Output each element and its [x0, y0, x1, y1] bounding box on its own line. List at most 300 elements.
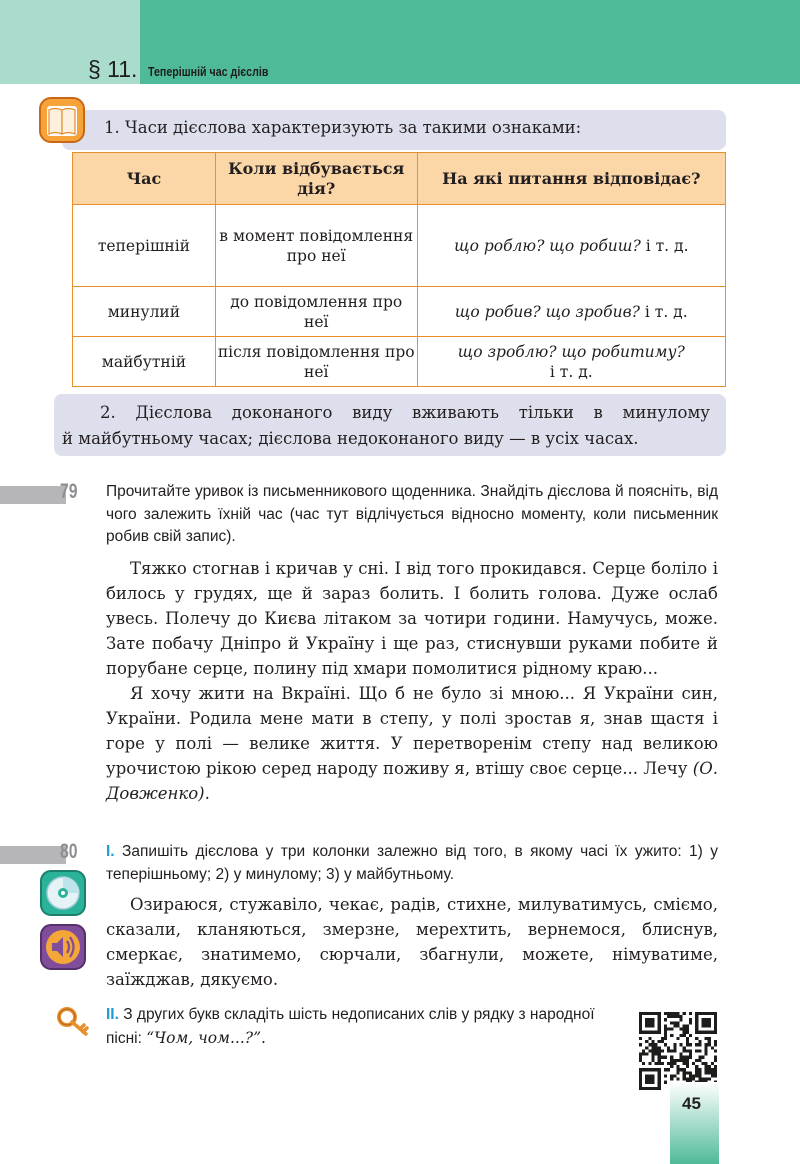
qr-module	[692, 1074, 695, 1077]
qr-module	[686, 1049, 689, 1052]
qr-module	[686, 1043, 689, 1046]
qr-module	[670, 1021, 673, 1024]
qr-module	[642, 1031, 645, 1034]
qr-module	[708, 1068, 711, 1071]
qr-module	[714, 1040, 717, 1043]
qr-module	[701, 1021, 704, 1024]
qr-module	[705, 1037, 708, 1040]
rule-1-text: 1. Часи дієслова характеризують за такими ознаками:	[104, 118, 582, 137]
qr-module	[705, 1021, 708, 1024]
exercise-80-part-2	[106, 1004, 626, 1050]
qr-module	[705, 1043, 708, 1046]
qr-module	[711, 1074, 714, 1077]
qr-module	[714, 1043, 717, 1046]
qr-module	[670, 1049, 673, 1052]
key-icon	[56, 1006, 98, 1038]
qr-module	[639, 1087, 642, 1090]
qr-module	[670, 1028, 673, 1031]
qr-module	[711, 1068, 714, 1071]
when-cell: до повідомлення про неї	[215, 287, 417, 337]
qr-module	[658, 1024, 661, 1027]
qr-module	[639, 1056, 642, 1059]
qr-module	[667, 1062, 670, 1065]
qr-module	[664, 1074, 667, 1077]
qr-module	[661, 1062, 664, 1065]
qr-module	[658, 1062, 661, 1065]
qr-module	[714, 1065, 717, 1068]
qr-module	[673, 1046, 676, 1049]
qr-module	[645, 1074, 648, 1077]
qr-module	[645, 1078, 648, 1081]
qr-module	[689, 1078, 692, 1081]
qr-module	[664, 1034, 667, 1037]
exercise-79-author: (О. Довженко).	[106, 759, 718, 803]
qr-module	[639, 1031, 642, 1034]
qr-module	[689, 1053, 692, 1056]
qr-module	[701, 1018, 704, 1021]
qr-module	[645, 1081, 648, 1084]
qr-module	[648, 1024, 651, 1027]
qr-module	[714, 1021, 717, 1024]
qr-module	[651, 1040, 654, 1043]
exercise-80-number: 80	[60, 840, 78, 863]
qr-module	[670, 1062, 673, 1065]
qr-module	[651, 1078, 654, 1081]
qr-module	[658, 1059, 661, 1062]
qr-module	[695, 1065, 698, 1068]
qr-module	[673, 1024, 676, 1027]
qr-module	[639, 1037, 642, 1040]
tense-cell: минулий	[73, 287, 216, 337]
qr-module	[639, 1059, 642, 1062]
qr-module	[680, 1034, 683, 1037]
qr-module	[651, 1049, 654, 1052]
qr-module	[658, 1056, 661, 1059]
qr-module	[658, 1087, 661, 1090]
qr-module	[683, 1024, 686, 1027]
qr-module	[645, 1031, 648, 1034]
when-cell: в момент повідомлення про неї	[215, 205, 417, 287]
qr-module	[686, 1056, 689, 1059]
qr-module	[689, 1074, 692, 1077]
qr-module	[642, 1087, 645, 1090]
qr-module	[714, 1056, 717, 1059]
exercise-79-text	[106, 556, 718, 806]
qr-module	[695, 1049, 698, 1052]
qr-module	[705, 1024, 708, 1027]
qr-module	[670, 1059, 673, 1062]
qr-module	[642, 1049, 645, 1052]
qr-module	[686, 1040, 689, 1043]
qr-module	[639, 1018, 642, 1021]
qr-module	[686, 1062, 689, 1065]
qr-module	[680, 1015, 683, 1018]
qr-module	[664, 1031, 667, 1034]
qr-module	[664, 1028, 667, 1031]
qr-module	[683, 1049, 686, 1052]
qr-module	[639, 1071, 642, 1074]
questions-text: що зроблю? що робитиму?	[457, 342, 685, 361]
qr-module	[683, 1056, 686, 1059]
qr-module	[673, 1043, 676, 1046]
qr-module	[642, 1068, 645, 1071]
qr-module	[639, 1081, 642, 1084]
qr-module	[642, 1062, 645, 1065]
qr-module	[667, 1049, 670, 1052]
table-row	[73, 205, 726, 287]
qr-module	[711, 1071, 714, 1074]
qr-module	[670, 1034, 673, 1037]
qr-module	[658, 1049, 661, 1052]
qr-module	[683, 1028, 686, 1031]
rule-2-line-1: 2. Дієслова доконаного виду вживають тільки в минулому	[100, 403, 710, 422]
qr-module	[655, 1012, 658, 1015]
qr-module	[651, 1046, 654, 1049]
qr-module	[658, 1084, 661, 1087]
qr-module	[701, 1024, 704, 1027]
section-number: § 11.	[88, 56, 138, 82]
qr-module	[683, 1046, 686, 1049]
exercise-79-paragraph-1: Тяжко стогнав і кричав у сні. І від того прокидався. Серце боліло і билось у грудях, ще й зараз болить. І болить голова. Дуже ослаб увесь. Полечу до Києва літаком за чотири години. Намучусь, може. Зате побачу Дніпро й Україну і ще раз, стиснувши руками побите й порубане серце, полину під хмари помолитися рідному краю...	[106, 559, 718, 678]
qr-module	[639, 1053, 642, 1056]
questions-cell	[417, 337, 725, 387]
qr-module	[701, 1031, 704, 1034]
qr-module	[645, 1053, 648, 1056]
questions-suffix: і т. д.	[549, 362, 593, 381]
qr-module	[689, 1021, 692, 1024]
exercise-79-number: 79	[60, 480, 78, 503]
qr-module	[658, 1018, 661, 1021]
qr-module	[680, 1056, 683, 1059]
qr-module	[658, 1015, 661, 1018]
qr-module	[686, 1059, 689, 1062]
qr-module	[648, 1031, 651, 1034]
qr-module	[645, 1046, 648, 1049]
qr-module	[658, 1081, 661, 1084]
qr-module	[673, 1059, 676, 1062]
qr-module	[695, 1059, 698, 1062]
qr-module	[686, 1037, 689, 1040]
qr-module	[714, 1049, 717, 1052]
qr-module	[714, 1059, 717, 1062]
table-header-questions: На які питання відповідає?	[417, 153, 725, 205]
qr-module	[708, 1065, 711, 1068]
qr-module	[695, 1037, 698, 1040]
qr-module	[639, 1012, 642, 1015]
section-title: Теперішній час дієслів	[148, 64, 269, 79]
qr-code[interactable]	[639, 1012, 717, 1090]
qr-module	[676, 1015, 679, 1018]
qr-module	[676, 1078, 679, 1081]
qr-module	[658, 1074, 661, 1077]
qr-module	[661, 1037, 664, 1040]
qr-module	[676, 1068, 679, 1071]
qr-module	[645, 1087, 648, 1090]
qr-module	[683, 1074, 686, 1077]
rule-2-text	[62, 400, 710, 452]
qr-module	[648, 1049, 651, 1052]
qr-module	[714, 1018, 717, 1021]
qr-module	[645, 1021, 648, 1024]
qr-module	[698, 1059, 701, 1062]
qr-module	[648, 1012, 651, 1015]
qr-module	[658, 1078, 661, 1081]
table-row	[73, 337, 726, 387]
questions-cell	[417, 205, 725, 287]
qr-module	[673, 1021, 676, 1024]
qr-module	[664, 1024, 667, 1027]
qr-module	[695, 1024, 698, 1027]
qr-module	[651, 1056, 654, 1059]
qr-module	[673, 1012, 676, 1015]
qr-module	[645, 1012, 648, 1015]
qr-module	[645, 1018, 648, 1021]
qr-module	[645, 1040, 648, 1043]
qr-module	[651, 1081, 654, 1084]
qr-module	[686, 1071, 689, 1074]
qr-module	[680, 1043, 683, 1046]
questions-suffix: і т. д.	[644, 302, 688, 321]
qr-module	[714, 1028, 717, 1031]
part-1-task: Запишіть дієслова у три колонки залежно від того, в якому часі їх ужито: 1) у теперішньому; 2) у минулому; 3) у майбутньому.	[106, 843, 718, 883]
exercise-80-tab	[0, 846, 66, 864]
exercise-80-part-1	[106, 841, 718, 886]
qr-module	[705, 1046, 708, 1049]
qr-module	[639, 1078, 642, 1081]
qr-module	[686, 1028, 689, 1031]
qr-module	[658, 1028, 661, 1031]
qr-module	[705, 1065, 708, 1068]
qr-module	[645, 1068, 648, 1071]
qr-module	[695, 1021, 698, 1024]
qr-module	[648, 1043, 651, 1046]
qr-module	[655, 1087, 658, 1090]
qr-module	[698, 1043, 701, 1046]
qr-module	[639, 1028, 642, 1031]
qr-module	[658, 1012, 661, 1015]
table-header-tense: Час	[73, 153, 216, 205]
qr-module	[658, 1031, 661, 1034]
qr-module	[680, 1068, 683, 1071]
qr-module	[695, 1028, 698, 1031]
qr-module	[686, 1024, 689, 1027]
qr-module	[664, 1012, 667, 1015]
qr-module	[673, 1015, 676, 1018]
qr-module	[639, 1043, 642, 1046]
qr-module	[689, 1071, 692, 1074]
qr-module	[655, 1031, 658, 1034]
qr-module	[698, 1078, 701, 1081]
qr-module	[664, 1081, 667, 1084]
qr-module	[695, 1068, 698, 1071]
qr-module	[708, 1040, 711, 1043]
qr-module	[670, 1078, 673, 1081]
qr-module	[673, 1062, 676, 1065]
qr-module	[705, 1062, 708, 1065]
qr-module	[667, 1012, 670, 1015]
qr-module	[648, 1068, 651, 1071]
qr-module	[711, 1031, 714, 1034]
exercise-79-paragraph-2	[106, 681, 718, 806]
qr-module	[701, 1056, 704, 1059]
qr-module	[711, 1012, 714, 1015]
qr-module	[642, 1053, 645, 1056]
qr-module	[701, 1062, 704, 1065]
qr-module	[708, 1037, 711, 1040]
qr-module	[705, 1078, 708, 1081]
qr-module	[639, 1068, 642, 1071]
qr-module	[711, 1046, 714, 1049]
qr-module	[683, 1034, 686, 1037]
qr-module	[664, 1037, 667, 1040]
qr-module	[670, 1056, 673, 1059]
qr-module	[658, 1021, 661, 1024]
qr-module	[692, 1062, 695, 1065]
part-1-label: I.	[106, 843, 115, 860]
qr-module	[676, 1024, 679, 1027]
qr-module	[651, 1074, 654, 1077]
qr-module	[655, 1046, 658, 1049]
qr-module	[698, 1074, 701, 1077]
qr-module	[698, 1071, 701, 1074]
qr-module	[692, 1078, 695, 1081]
qr-module	[698, 1056, 701, 1059]
disc-icon[interactable]	[40, 870, 86, 916]
qr-module	[705, 1071, 708, 1074]
qr-module	[651, 1059, 654, 1062]
qr-module	[708, 1012, 711, 1015]
qr-module	[639, 1084, 642, 1087]
qr-module	[651, 1024, 654, 1027]
song-quote: “Чом, чом...?”.	[146, 1028, 266, 1047]
table-header-when: Коли відбувається дія?	[215, 153, 417, 205]
qr-module	[676, 1065, 679, 1068]
qr-module	[658, 1071, 661, 1074]
qr-module	[683, 1068, 686, 1071]
qr-module	[714, 1068, 717, 1071]
qr-module	[708, 1043, 711, 1046]
qr-module	[714, 1015, 717, 1018]
qr-module	[695, 1074, 698, 1077]
qr-module	[705, 1018, 708, 1021]
qr-module	[648, 1078, 651, 1081]
verbs-paragraph: Озираюся, стужавіло, чекає, радів, стихне, милуватимусь, сміємо, сказали, кланяються, змерзне, мерехтить, вернемося, блиснув, смеркає, знатимемо, сюрчали, збагнули, можете, німуватиме, заїжджав, дякуємо.	[106, 895, 718, 989]
qr-module	[705, 1012, 708, 1015]
qr-module	[676, 1059, 679, 1062]
qr-module	[695, 1043, 698, 1046]
qr-module	[639, 1074, 642, 1077]
qr-module	[670, 1065, 673, 1068]
qr-module	[664, 1043, 667, 1046]
qr-module	[655, 1053, 658, 1056]
questions-cell	[417, 287, 725, 337]
qr-module	[651, 1031, 654, 1034]
qr-module	[705, 1068, 708, 1071]
qr-module	[648, 1074, 651, 1077]
qr-module	[658, 1040, 661, 1043]
qr-module	[642, 1012, 645, 1015]
qr-module	[673, 1074, 676, 1077]
qr-module	[655, 1068, 658, 1071]
when-cell: після повідомлення про неї	[215, 337, 417, 387]
qr-module	[670, 1074, 673, 1077]
qr-module	[689, 1034, 692, 1037]
qr-module	[648, 1018, 651, 1021]
qr-module	[708, 1031, 711, 1034]
qr-module	[714, 1012, 717, 1015]
qr-module	[689, 1043, 692, 1046]
qr-module	[686, 1031, 689, 1034]
qr-module	[714, 1074, 717, 1077]
qr-module	[648, 1021, 651, 1024]
qr-module	[655, 1049, 658, 1052]
qr-module	[664, 1018, 667, 1021]
tense-cell: теперішній	[73, 205, 216, 287]
qr-module	[648, 1087, 651, 1090]
qr-module	[695, 1018, 698, 1021]
qr-module	[695, 1031, 698, 1034]
qr-module	[648, 1037, 651, 1040]
qr-module	[658, 1053, 661, 1056]
qr-module	[667, 1068, 670, 1071]
qr-module	[695, 1071, 698, 1074]
qr-module	[670, 1015, 673, 1018]
speaker-icon[interactable]	[40, 924, 86, 970]
qr-module	[667, 1015, 670, 1018]
qr-module	[689, 1049, 692, 1052]
qr-module	[655, 1043, 658, 1046]
qr-module	[683, 1071, 686, 1074]
questions-text: що робив? що зробив?	[454, 302, 640, 321]
qr-module	[676, 1071, 679, 1074]
qr-module	[701, 1012, 704, 1015]
qr-module	[683, 1012, 686, 1015]
qr-module	[651, 1018, 654, 1021]
qr-module	[708, 1071, 711, 1074]
questions-text: що роблю? що робиш?	[454, 236, 641, 255]
qr-module	[651, 1068, 654, 1071]
qr-module	[695, 1012, 698, 1015]
qr-module	[683, 1062, 686, 1065]
qr-module	[658, 1068, 661, 1071]
qr-module	[698, 1031, 701, 1034]
questions-suffix: і т. д.	[645, 236, 689, 255]
exercise-79-paragraph-2-text: Я хочу жити на Вкраїні. Що б не було зі мною... Я України син, України. Родила мене мати в степу, у полі зростав я, знав щастя і горе у полі — велике життя. У перетворенім степу над великою урочистою рікою серед народу поживу я, втішу своє серце... Лечу	[106, 684, 718, 778]
qr-module	[648, 1081, 651, 1084]
book-icon	[38, 96, 86, 144]
qr-module	[714, 1031, 717, 1034]
qr-module	[695, 1015, 698, 1018]
qr-module	[661, 1056, 664, 1059]
qr-module	[683, 1031, 686, 1034]
qr-module	[667, 1028, 670, 1031]
qr-module	[661, 1049, 664, 1052]
qr-module	[708, 1024, 711, 1027]
qr-module	[673, 1049, 676, 1052]
qr-module	[714, 1024, 717, 1027]
qr-module	[701, 1078, 704, 1081]
qr-module	[676, 1037, 679, 1040]
qr-module	[680, 1018, 683, 1021]
qr-module	[708, 1078, 711, 1081]
qr-module	[714, 1071, 717, 1074]
qr-module	[664, 1068, 667, 1071]
exercise-79-tab	[0, 486, 66, 504]
qr-module	[670, 1012, 673, 1015]
qr-module	[711, 1062, 714, 1065]
qr-module	[655, 1062, 658, 1065]
qr-module	[651, 1043, 654, 1046]
